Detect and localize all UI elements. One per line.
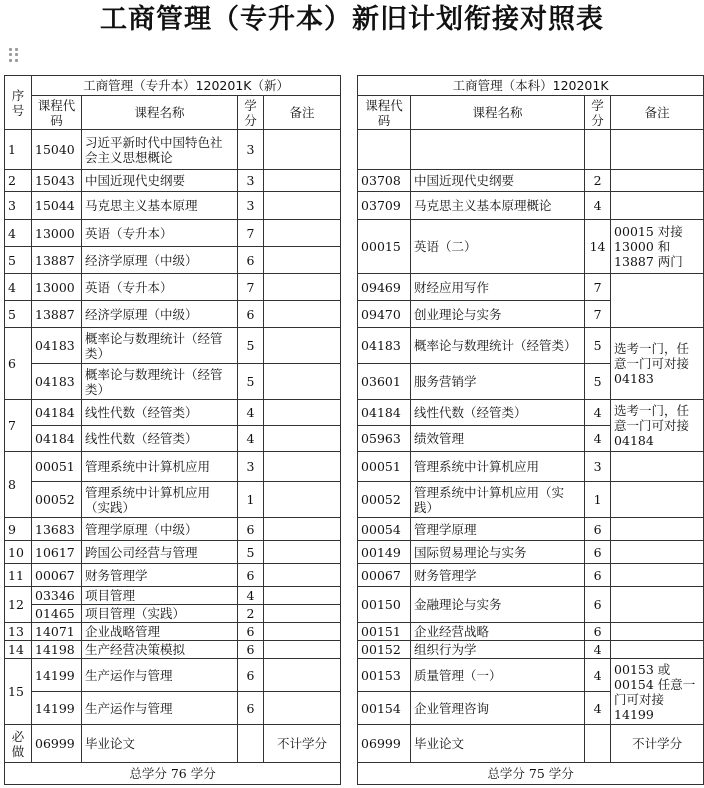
table-group-header-row xyxy=(5,76,704,96)
table-row xyxy=(5,192,704,220)
left-course-name: 生产运作与管理 xyxy=(82,692,238,725)
left-note xyxy=(264,692,341,725)
drag-handle-icon[interactable] xyxy=(9,48,19,62)
left-course-name: 管理系统中计算机应用 xyxy=(82,452,238,482)
right-course-code: 06999 xyxy=(358,725,411,763)
left-credit: 5 xyxy=(238,328,264,364)
table-gap xyxy=(341,247,358,274)
right-course-code: 05963 xyxy=(358,426,411,452)
table-row xyxy=(5,482,704,518)
left-note xyxy=(264,170,341,192)
left-course-name: 马克思主义基本原理 xyxy=(82,192,238,220)
left-course-name: 生产运作与管理 xyxy=(82,659,238,692)
left-note xyxy=(264,482,341,518)
right-course-code: 00067 xyxy=(358,564,411,587)
left-credit: 6 xyxy=(238,301,264,328)
row-number: 8 xyxy=(5,452,32,518)
table-gap xyxy=(341,623,358,641)
right-note xyxy=(611,623,704,641)
row-number: 13 xyxy=(5,623,32,641)
table-gap xyxy=(341,452,358,482)
left-note xyxy=(264,541,341,564)
right-total-credits: 总学分 75 学分 xyxy=(358,763,704,785)
row-number: 10 xyxy=(5,541,32,564)
table-gap xyxy=(341,641,358,659)
left-course-name: 英语（专升本） xyxy=(82,274,238,301)
table-row xyxy=(5,170,704,192)
left-note xyxy=(264,452,341,482)
right-note: 选考一门，任意一门可对接 04184 xyxy=(611,400,704,452)
left-credit: 6 xyxy=(238,564,264,587)
right-course-name: 组织行为学 xyxy=(411,641,585,659)
col-header-right-credit: 学分 xyxy=(585,96,611,130)
right-course-code: 09469 xyxy=(358,274,411,301)
left-course-code: 00051 xyxy=(32,452,82,482)
left-note xyxy=(264,659,341,692)
left-course-name: 管理学原理（中级） xyxy=(82,518,238,541)
right-note xyxy=(611,518,704,541)
left-course-code: 00067 xyxy=(32,564,82,587)
right-course-name: 概率论与数理统计（经管类） xyxy=(411,328,585,364)
right-credit: 5 xyxy=(585,328,611,364)
right-course-code: 03601 xyxy=(358,364,411,400)
right-course-name: 服务营销学 xyxy=(411,364,585,400)
left-credit: 6 xyxy=(238,623,264,641)
right-note: 00153 或 00154 任意一门可对接 14199 xyxy=(611,659,704,725)
right-course-code: 00149 xyxy=(358,541,411,564)
left-course-name: 概率论与数理统计（经管类） xyxy=(82,364,238,400)
right-group-header: 工商管理（本科）120201K xyxy=(358,76,704,96)
table-gap xyxy=(341,692,358,725)
table-row xyxy=(5,659,704,692)
table-gap xyxy=(341,564,358,587)
table-gap xyxy=(341,482,358,518)
left-course-name: 财务管理学 xyxy=(82,564,238,587)
table-gap xyxy=(341,130,358,170)
left-note xyxy=(264,192,341,220)
table-gap xyxy=(341,541,358,564)
table-row xyxy=(5,587,704,605)
right-course-code: 00052 xyxy=(358,482,411,518)
table-gap xyxy=(341,426,358,452)
page-title: 工商管理（专升本）新旧计划衔接对照表 xyxy=(100,4,604,35)
right-course-code: 00015 xyxy=(358,220,411,274)
right-course-code: 00153 xyxy=(358,659,411,692)
left-credit: 2 xyxy=(238,605,264,623)
left-credit: 6 xyxy=(238,518,264,541)
left-note xyxy=(264,564,341,587)
left-course-name: 习近平新时代中国特色社会主义思想概论 xyxy=(82,130,238,170)
right-course-code: 04183 xyxy=(358,328,411,364)
table-gap xyxy=(341,659,358,692)
left-note xyxy=(264,364,341,400)
right-course-name: 线性代数（经管类） xyxy=(411,400,585,426)
left-course-code: 13000 xyxy=(32,220,82,247)
left-note xyxy=(264,328,341,364)
table-row xyxy=(5,623,704,641)
right-course-name: 中国近现代史纲要 xyxy=(411,170,585,192)
col-header-left-code: 课程代码 xyxy=(32,96,82,130)
left-credit: 5 xyxy=(238,541,264,564)
right-note xyxy=(611,192,704,220)
left-course-name: 跨国公司经营与管理 xyxy=(82,541,238,564)
row-number: 4 xyxy=(5,220,32,247)
row-number: 7 xyxy=(5,400,32,452)
right-credit xyxy=(585,725,611,763)
table-gap xyxy=(341,192,358,220)
left-course-name: 经济学原理（中级） xyxy=(82,301,238,328)
left-course-name: 线性代数（经管类） xyxy=(82,400,238,426)
row-number: 11 xyxy=(5,564,32,587)
table-total-row xyxy=(5,763,704,785)
table-row xyxy=(5,518,704,541)
left-credit: 7 xyxy=(238,274,264,301)
right-course-code: 00151 xyxy=(358,623,411,641)
left-course-name: 中国近现代史纲要 xyxy=(82,170,238,192)
right-credit: 1 xyxy=(585,482,611,518)
row-number: 3 xyxy=(5,192,32,220)
left-course-code: 10617 xyxy=(32,541,82,564)
right-note xyxy=(611,482,704,518)
right-note: 选考一门，任意一门可对接 04183 xyxy=(611,328,704,400)
table-row xyxy=(5,274,704,301)
right-credit: 3 xyxy=(585,452,611,482)
left-note xyxy=(264,274,341,301)
left-credit: 6 xyxy=(238,692,264,725)
left-credit: 7 xyxy=(238,220,264,247)
left-note xyxy=(264,605,341,623)
left-course-code: 04184 xyxy=(32,426,82,452)
left-course-code: 15040 xyxy=(32,130,82,170)
right-note xyxy=(611,452,704,482)
right-course-name: 创业理论与实务 xyxy=(411,301,585,328)
table-row xyxy=(5,452,704,482)
left-note xyxy=(264,220,341,247)
left-total-credits: 总学分 76 学分 xyxy=(5,763,341,785)
row-number: 15 xyxy=(5,659,32,725)
left-course-name: 企业战略管理 xyxy=(82,623,238,641)
table-gap xyxy=(341,725,358,763)
right-note xyxy=(611,641,704,659)
right-course-code: 00051 xyxy=(358,452,411,482)
right-course-code: 03709 xyxy=(358,192,411,220)
table-gap xyxy=(341,605,358,623)
left-course-code: 14071 xyxy=(32,623,82,641)
right-note xyxy=(611,587,704,623)
right-note xyxy=(611,564,704,587)
left-note xyxy=(264,641,341,659)
right-credit: 6 xyxy=(585,623,611,641)
left-credit: 5 xyxy=(238,364,264,400)
table-row xyxy=(5,541,704,564)
table-gap xyxy=(341,587,358,605)
table-gap xyxy=(341,301,358,328)
col-header-left-credit: 学分 xyxy=(238,96,264,130)
right-course-code: 00154 xyxy=(358,692,411,725)
left-course-name: 线性代数（经管类） xyxy=(82,426,238,452)
table-row xyxy=(5,725,704,763)
right-credit: 7 xyxy=(585,301,611,328)
right-course-code: 04184 xyxy=(358,400,411,426)
left-course-code: 04183 xyxy=(32,364,82,400)
row-number: 2 xyxy=(5,170,32,192)
col-header-right-code: 课程代码 xyxy=(358,96,411,130)
left-course-code: 01465 xyxy=(32,605,82,623)
left-group-header: 工商管理（专升本）120201K（新） xyxy=(32,76,341,96)
right-note xyxy=(611,541,704,564)
row-number: 5 xyxy=(5,247,32,274)
left-course-code: 15043 xyxy=(32,170,82,192)
left-course-name: 毕业论文 xyxy=(82,725,238,763)
left-note xyxy=(264,400,341,426)
right-credit: 4 xyxy=(585,692,611,725)
left-course-name: 管理系统中计算机应用（实践） xyxy=(82,482,238,518)
col-header-left-name: 课程名称 xyxy=(82,96,238,130)
right-credit: 4 xyxy=(585,400,611,426)
right-credit: 4 xyxy=(585,641,611,659)
left-note xyxy=(264,587,341,605)
left-credit: 3 xyxy=(238,130,264,170)
right-course-code xyxy=(358,130,411,170)
left-credit: 6 xyxy=(238,659,264,692)
right-credit: 4 xyxy=(585,192,611,220)
table-gap xyxy=(341,518,358,541)
left-course-name: 项目管理（实践） xyxy=(82,605,238,623)
col-header-right-note: 备注 xyxy=(611,96,704,130)
left-course-code: 14199 xyxy=(32,692,82,725)
right-course-code: 00054 xyxy=(358,518,411,541)
left-course-code: 06999 xyxy=(32,725,82,763)
table-row xyxy=(5,220,704,247)
right-course-name: 管理学原理 xyxy=(411,518,585,541)
right-course-code: 00150 xyxy=(358,587,411,623)
right-course-name: 绩效管理 xyxy=(411,426,585,452)
left-course-code: 14199 xyxy=(32,659,82,692)
right-course-name: 财经应用写作 xyxy=(411,274,585,301)
left-course-name: 经济学原理（中级） xyxy=(82,247,238,274)
table-gap xyxy=(341,170,358,192)
row-number: 12 xyxy=(5,587,32,623)
table-row xyxy=(5,364,704,400)
right-course-name xyxy=(411,130,585,170)
table-gap xyxy=(341,364,358,400)
right-note: 不计学分 xyxy=(611,725,704,763)
right-course-name: 马克思主义基本原理概论 xyxy=(411,192,585,220)
right-course-name: 管理系统中计算机应用（实践） xyxy=(411,482,585,518)
right-note xyxy=(611,170,704,192)
table-gap xyxy=(341,76,358,130)
table-row xyxy=(5,130,704,170)
left-course-code: 13683 xyxy=(32,518,82,541)
row-number: 9 xyxy=(5,518,32,541)
table-row xyxy=(5,692,704,725)
right-credit: 6 xyxy=(585,564,611,587)
left-note xyxy=(264,301,341,328)
left-credit xyxy=(238,725,264,763)
table-gap xyxy=(341,274,358,301)
table-row xyxy=(5,641,704,659)
col-header-right-name: 课程名称 xyxy=(411,96,585,130)
table-gap xyxy=(341,328,358,364)
left-course-code: 04183 xyxy=(32,328,82,364)
left-note xyxy=(264,518,341,541)
right-course-name: 毕业论文 xyxy=(411,725,585,763)
left-course-name: 项目管理 xyxy=(82,587,238,605)
table-row xyxy=(5,328,704,364)
table-row xyxy=(5,400,704,426)
right-credit: 7 xyxy=(585,274,611,301)
left-credit: 6 xyxy=(238,247,264,274)
right-credit xyxy=(585,130,611,170)
left-credit: 3 xyxy=(238,452,264,482)
comparison-table xyxy=(4,75,704,785)
right-course-name: 管理系统中计算机应用 xyxy=(411,452,585,482)
right-credit: 2 xyxy=(585,170,611,192)
left-course-code: 13000 xyxy=(32,274,82,301)
left-note: 不计学分 xyxy=(264,725,341,763)
left-course-code: 00052 xyxy=(32,482,82,518)
left-credit: 4 xyxy=(238,426,264,452)
left-credit: 4 xyxy=(238,400,264,426)
row-number: 4 xyxy=(5,274,32,301)
left-course-name: 生产经营决策模拟 xyxy=(82,641,238,659)
table-row xyxy=(5,564,704,587)
row-number: 必做 xyxy=(5,725,32,763)
left-course-name: 英语（专升本） xyxy=(82,220,238,247)
right-course-name: 英语（二） xyxy=(411,220,585,274)
right-credit: 4 xyxy=(585,426,611,452)
right-course-name: 国际贸易理论与实务 xyxy=(411,541,585,564)
left-note xyxy=(264,130,341,170)
row-number: 14 xyxy=(5,641,32,659)
right-course-name: 财务管理学 xyxy=(411,564,585,587)
table-gap xyxy=(341,400,358,426)
left-course-code: 13887 xyxy=(32,301,82,328)
right-course-name: 质量管理（一） xyxy=(411,659,585,692)
table-gap xyxy=(341,763,358,785)
table-row xyxy=(5,426,704,452)
right-note xyxy=(611,130,704,170)
row-number: 5 xyxy=(5,301,32,328)
left-course-code: 04184 xyxy=(32,400,82,426)
table-row xyxy=(5,301,704,328)
left-note xyxy=(264,426,341,452)
row-number: 6 xyxy=(5,328,32,400)
left-course-code: 03346 xyxy=(32,587,82,605)
right-credit: 14 xyxy=(585,220,611,274)
col-header-left-note: 备注 xyxy=(264,96,341,130)
left-course-name: 概率论与数理统计（经管类） xyxy=(82,328,238,364)
right-course-name: 企业管理咨询 xyxy=(411,692,585,725)
left-credit: 6 xyxy=(238,641,264,659)
right-credit: 6 xyxy=(585,518,611,541)
left-note xyxy=(264,247,341,274)
right-note: 00015 对接 13000 和 13887 两门 xyxy=(611,220,704,274)
right-credit: 4 xyxy=(585,659,611,692)
right-credit: 6 xyxy=(585,541,611,564)
right-course-code: 09470 xyxy=(358,301,411,328)
table-gap xyxy=(341,220,358,247)
row-number: 1 xyxy=(5,130,32,170)
right-course-code: 00152 xyxy=(358,641,411,659)
right-credit: 6 xyxy=(585,587,611,623)
left-credit: 3 xyxy=(238,192,264,220)
right-note xyxy=(611,274,704,328)
left-credit: 4 xyxy=(238,587,264,605)
col-header-no: 序号 xyxy=(5,76,32,130)
right-course-name: 企业经营战略 xyxy=(411,623,585,641)
left-course-code: 15044 xyxy=(32,192,82,220)
left-course-code: 13887 xyxy=(32,247,82,274)
left-credit: 3 xyxy=(238,170,264,192)
left-course-code: 14198 xyxy=(32,641,82,659)
right-credit: 5 xyxy=(585,364,611,400)
right-course-name: 金融理论与实务 xyxy=(411,587,585,623)
right-course-code: 03708 xyxy=(358,170,411,192)
left-note xyxy=(264,623,341,641)
left-credit: 1 xyxy=(238,482,264,518)
